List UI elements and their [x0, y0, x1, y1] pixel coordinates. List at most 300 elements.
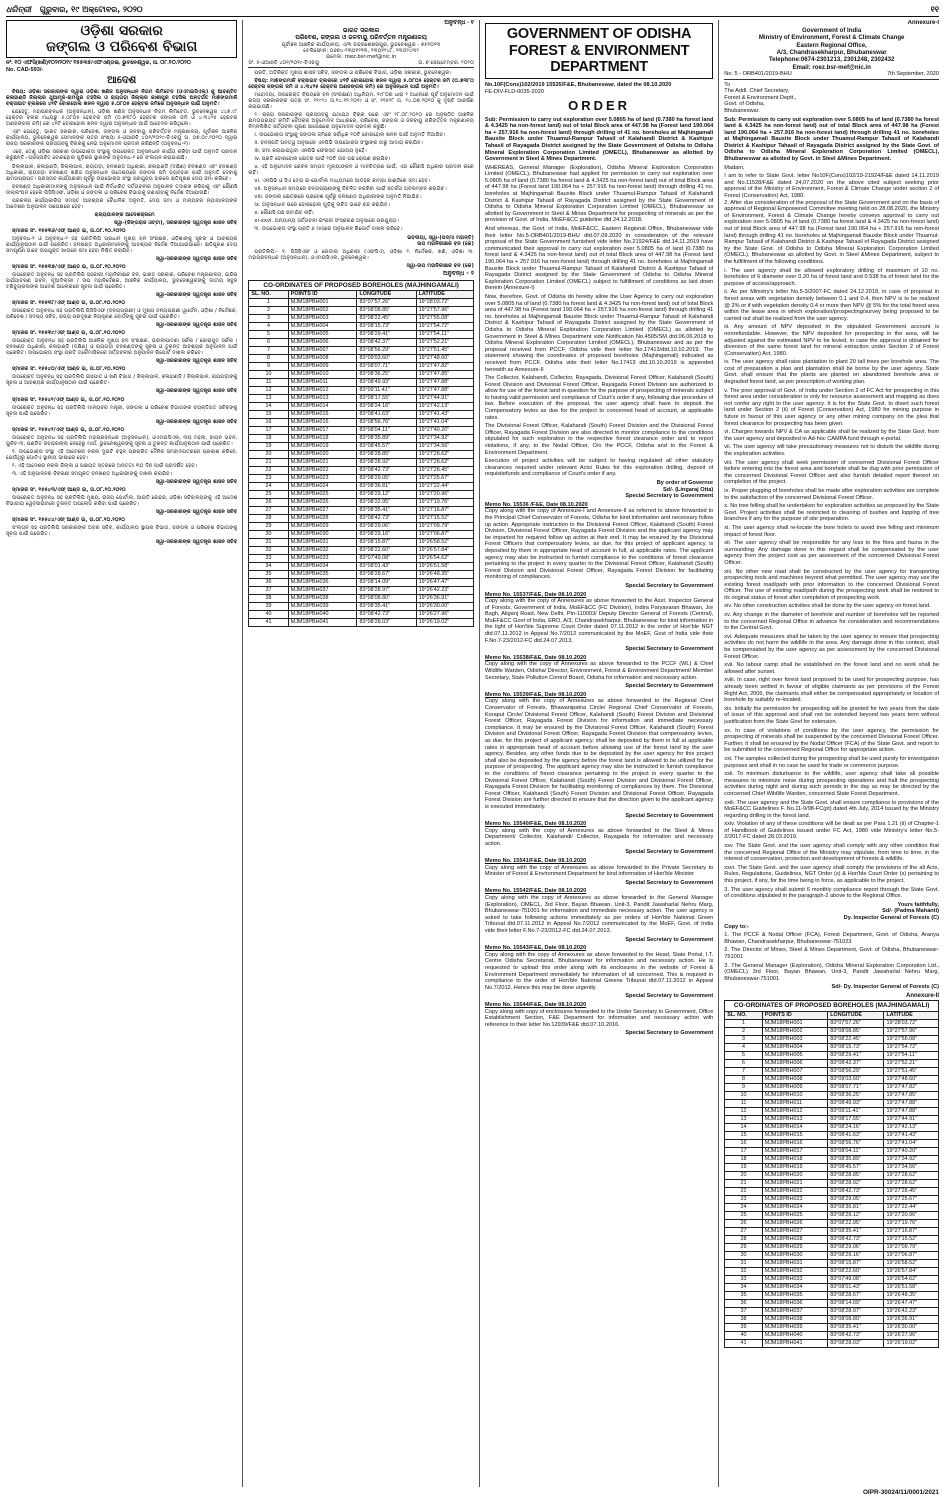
- cell-sl: 18: [725, 1155, 762, 1163]
- memo-number: Memo No. 15541/F&E, Date 08.10.2020: [484, 858, 587, 865]
- table-row: [725, 1203, 939, 1211]
- cell-longitude: 83°08'14.09": [828, 1299, 884, 1307]
- cell-longitude: 83°08'17.55": [828, 1115, 884, 1123]
- cell-latitude: 19°27'55.08": [416, 315, 473, 323]
- table-row: [249, 491, 473, 499]
- cell-point-id: MJM18PBH005: [762, 1051, 827, 1059]
- cell-latitude: 19°27'57.96": [884, 1027, 939, 1035]
- cell-point-id: MJM18PBH029: [762, 1243, 827, 1251]
- cell-longitude: 83°08'29.06": [828, 1243, 884, 1251]
- cell-latitude: 19°26'27.96": [416, 611, 473, 619]
- condition-item: vi. Charges towards NPV & CA as applicable shall be realized by the State Govt. from the user agency and deposited in Ad-hoc CAMPA fund through e-portal.: [724, 429, 939, 442]
- memo-entry: [485, 692, 713, 819]
- cell-latitude: 19°26'36.91": [416, 595, 473, 603]
- cell-latitude: 19°27'52.21": [416, 339, 473, 347]
- cell-sl: 19: [725, 1163, 762, 1171]
- table-row: [725, 1267, 939, 1275]
- cell-latitude: 19°27'28.62": [416, 459, 473, 467]
- cell-longitude: 83°08'42.73": [357, 611, 416, 619]
- table-row: [249, 539, 473, 547]
- condition-item: xx. In case of violations of conditions by the user agency, the permission for prospecting of minerals shall be suspended by the concerned Divisional Forest Officer. Further, it shall be ensured by the Nodal Officer (FCA) of the State Govt. and report to be submitted to the concerned Regional Office for appropriate action.: [724, 727, 939, 754]
- english-header-box: [485, 23, 713, 79]
- memo-entry: [485, 888, 713, 943]
- cell-latitude: 19°26'51.58": [416, 563, 473, 571]
- table-row: [725, 1299, 939, 1307]
- cell-sl: 32: [725, 1267, 762, 1275]
- cell-sl: 20: [249, 451, 288, 459]
- cell-longitude: 83°08'28.67": [828, 1291, 884, 1299]
- table-row: [249, 459, 473, 467]
- cell-sl: 11: [725, 1099, 762, 1107]
- cell-sl: 40: [725, 1331, 762, 1339]
- regional-office: Eastern Regional Office,: [796, 41, 867, 49]
- th-longitude: LONGITUDE: [828, 1011, 884, 1019]
- cell-point-id: MJM18PBH012: [762, 1107, 827, 1115]
- cell-point-id: MJM18PBH006: [288, 339, 357, 347]
- odia-annexure-label: ଅନୁବନ୍ଧ - ୧: [444, 20, 474, 26]
- memo-signatory: Special Secretary to Government: [625, 936, 714, 943]
- cell-point-id: MJM18PBH030: [288, 531, 357, 539]
- cell-sl: 26: [725, 1219, 762, 1227]
- table-row: [249, 587, 473, 595]
- goi-address: A/3, Chandrasekharpur, Bhubaneswar: [776, 49, 887, 57]
- cell-point-id: MJM18PBH021: [288, 459, 357, 467]
- signatory-title: Special Secretary to Government: [625, 493, 714, 500]
- cell-longitude: 83°08'14.09": [357, 579, 416, 587]
- cell-longitude: 83°08'28.92": [357, 459, 416, 467]
- odia-order-title: ଆଦେଶ: [107, 75, 137, 87]
- cell-longitude: 83°08'35.89": [828, 1155, 884, 1163]
- cell-sl: 29: [249, 523, 288, 531]
- masthead: [6, 3, 939, 17]
- condition-item: xii. The user agency shall be responsible for any loss to the flora and fauna in the surrounding. Any damage done in this regard shall be compensated by the user agency from the project cost as per assessment of the concerned Divisional Forest Officer.: [724, 540, 939, 566]
- cell-sl: 24: [725, 1203, 762, 1211]
- table-row: [725, 1059, 939, 1067]
- issue-date: ଗୁରୁବାର, ୧୯ ଅକ୍ଟୋବର, ୨୦୨୦: [39, 4, 143, 14]
- cell-sl: 26: [249, 499, 288, 507]
- condition-item: xi. The user agency shall re-locate the bore hole/s to avoid tree felling and minimum impact of forest floor.: [724, 524, 939, 538]
- cell-sl: 38: [249, 595, 288, 603]
- memo-text: Copy along with the copy of Annexures as above forwarded to the Steel & Mines Department/ Collector, Kalahandi/ Collector, Rayagada for information and necessary action.: [484, 827, 714, 847]
- yours-faithfully: Yours faithfully,: [897, 901, 939, 908]
- cell-latitude: 19°27'41.43": [416, 411, 473, 419]
- cell-point-id: MJM18PBH039: [762, 1323, 827, 1331]
- cell-point-id: MJM18PBH016: [288, 419, 357, 427]
- cell-point-id: MJM18PBH037: [288, 587, 357, 595]
- cell-point-id: MJM18PBH035: [288, 571, 357, 579]
- cell-sl: 20: [725, 1171, 762, 1179]
- cell-sl: 16: [249, 419, 288, 427]
- odia-ref-number: ସଂ. ୫-ଓଆରବି ୪୦୧/୨୦୧୯-ବିଏଚୟୁ: [248, 59, 320, 66]
- cell-longitude: 83°08'56.29": [357, 347, 416, 355]
- cell-sl: 36: [725, 1299, 762, 1307]
- cell-latitude: 19°26'42.23": [416, 587, 473, 595]
- memo-number: Memo No. 15536 /F&E, Date 08.10.2020: [484, 501, 588, 508]
- cell-latitude: 19°27'57.96": [416, 307, 473, 315]
- cell-sl: 30: [249, 531, 288, 539]
- cell-latitude: 19°27'20.96": [416, 491, 473, 499]
- table-row: [249, 435, 473, 443]
- table-row: [249, 315, 473, 323]
- cell-sl: 1: [249, 299, 288, 307]
- memo-entry: [485, 655, 713, 690]
- order-para-4: The Collector, Kalahandi, Collector, Rayagada, Divisional Forest Officer, Kalahandi (South) Forest Division and Divisional Forest Officer, Rayagada Forest Division are authorized to allow for use of the forest land in question for the purpose of prospecting of minerals subject to having valid permission and compliance of Court's order if any, following due procedure of law. Before execution of the proposal, the user agency shall have to deposit the Compensatory levies as due for the project to concerned head of account, at applicable rates.: [484, 375, 714, 421]
- goi-reference: [724, 71, 939, 80]
- cell-latitude: 19°27'48.60": [416, 355, 473, 363]
- cell-latitude: 19°28'03.72": [884, 1019, 939, 1027]
- cell-latitude: 19°27'15.52": [416, 515, 473, 523]
- memo-signatory: Special Secretary to Government: [625, 993, 714, 1000]
- th-sl: SL. NO.: [725, 1011, 762, 1019]
- cell-longitude: 83°08'15.87": [828, 1259, 884, 1267]
- borehole-table-left: [248, 290, 473, 627]
- cell-point-id: MJM18PBH024: [762, 1203, 827, 1211]
- table-row: [249, 411, 473, 419]
- cell-point-id: MJM18PBH032: [288, 547, 357, 555]
- table-row: [725, 1259, 939, 1267]
- condition-item: xvi. Adequate measures shall be taken by the user agency to ensure that prospecting activities do not harm the wildlife in the area. Any damage done in this context, shall be compensated by the user agency as per assessment by the concerned Divisional Forest Officer.: [724, 633, 939, 660]
- cell-point-id: MJM18PBH033: [288, 555, 357, 563]
- cell-latitude: 19°27'42.13": [416, 403, 473, 411]
- table-row: [249, 371, 473, 379]
- cell-point-id: MJM18PBH008: [762, 1075, 827, 1083]
- memo-entry: [485, 945, 713, 1000]
- cell-latitude: 19°27'51.45": [416, 347, 473, 355]
- cell-latitude: 19°26'19.02": [884, 1339, 939, 1347]
- cell-point-id: MJM18PBH004: [288, 323, 357, 331]
- cell-sl: 40: [249, 611, 288, 619]
- cell-latitude: 19°27'47.88": [416, 387, 473, 395]
- memo-entry: [485, 502, 713, 590]
- table-header-row: [249, 291, 473, 299]
- goi-signature-2: Sd/- Dy. Inspector General of Forests (C): [831, 984, 939, 991]
- cell-sl: 18: [249, 435, 288, 443]
- cell-point-id: MJM18PBH023: [762, 1195, 827, 1203]
- table-row: [725, 1131, 939, 1139]
- cell-longitude: 83°08'56.76": [357, 419, 416, 427]
- goi-signatory-title: Dy. Inspector General of Forests (C): [843, 915, 939, 922]
- table-row: [249, 523, 473, 531]
- table-row: [725, 1083, 939, 1091]
- goi-ref-number: No. 5 - ORB401/2019-BHU: [724, 70, 792, 77]
- cell-latitude: 19°26'19.02": [416, 619, 473, 627]
- cell-latitude: 19°26'30.00": [884, 1323, 939, 1331]
- cell-latitude: 19°27'28.45": [884, 1187, 939, 1195]
- table-row: [725, 1043, 939, 1051]
- table-row: [725, 1283, 939, 1291]
- cell-longitude: 83°09'11.41": [828, 1107, 884, 1115]
- borehole-table-right: [724, 1011, 939, 1348]
- cell-latitude: 19°27'55.08": [884, 1035, 939, 1043]
- order-subject: Sub: Permission to carry out exploration over 5.0805 ha of land (0.7380 ha forest land & 4.3425 ha non-forest land) out of total Block area of 447.98 ha (Forest land 190.064 ha + 257.916 ha non-forest land) through drilling of 41 no. boreholes at Majhingamali Bauxite Block under Thuamul-Rampur Tahasil of Kalahandi District & Kashipur Tahasil of Rayagada District assigned by the State Government of Odisha to Odisha Mineral Exploration Corporation Limited (OMECL), Bhubaneswar as allotted by Government in Steel & Mines Department.: [484, 116, 714, 163]
- table-row: [725, 1051, 939, 1059]
- cell-point-id: MJM18PBH019: [288, 443, 357, 451]
- cell-latitude: 19°26'51.58": [884, 1283, 939, 1291]
- cell-latitude: 19°27'54.72": [884, 1043, 939, 1051]
- condition-item: v. The prior approval of Govt. of India under Section 2 of FC Act for prospecting in this forest area under consideration is only for resource assessment and mapping as does not confer any right to the user agency. It is for the State Govt. to divert such forest land under Section 2 (ii) of Forest (Conservation) Act, 1980 for mining purpose in future in favour of this user agency or any other mining company on the plea that forest clearance for prospecting has been given.: [724, 387, 939, 427]
- memo-signatory: Special Secretary to Government: [625, 646, 714, 653]
- cell-longitude: 83°08'29.05": [357, 475, 416, 483]
- table-row: [725, 1307, 939, 1315]
- cell-sl: 30: [725, 1251, 762, 1259]
- cell-point-id: MJM18PBH008: [288, 355, 357, 363]
- cell-latitude: 19°27'52.21": [884, 1059, 939, 1067]
- cell-latitude: 19°27'54.11": [416, 331, 473, 339]
- memo-text: Copy along with the copy of Annexures as above forwarded to the General Manager (Exploration), OMECL, 3rd Floor, Bayan Bhawan, Unit-3, Pandit Jawaharlal Nehru Marg, Bhubaneswar-751001 for information and immediate necessary action. The user agency is asked to take following actions immediately as per orders of Hon'ble National Green Tribunal dtd.07.11.2012 in Appeal No.7/2012 communicated by the MoEF, Govt. of India vide their letter F.No.7-23/2012-FC dtd.24.07.2013.: [484, 895, 714, 934]
- cell-longitude: 83°08'24.16": [828, 1123, 884, 1131]
- cell-longitude: 83°08'17.55": [357, 395, 416, 403]
- cell-point-id: MJM18PBH026: [288, 499, 357, 507]
- odia-annexure-column: [248, 20, 473, 1487]
- condition-item: xxi. The samples collected during the prospecting shall be used purely for investigation purposes and shall in no case be used for trade or commerce purpose.: [724, 755, 939, 769]
- condition-item: xv. Any change in the diameter of borehole and number of boreholes will be reported to the concerned Regional Office in advance for consideration and recommendations to the Central Govt.: [724, 612, 939, 632]
- cell-sl: 14: [725, 1123, 762, 1131]
- cell-latitude: 19°27'28.62": [884, 1171, 939, 1179]
- cell-longitude: 83°08'24.16": [357, 403, 416, 411]
- english-table-caption: CO-ORDINATES OF PROPOSED BOREHOLES (MAJHINGAMALI): [724, 1000, 939, 1011]
- cell-point-id: MJM18PBH011: [288, 379, 357, 387]
- cell-latitude: 19°27'09.79": [416, 523, 473, 531]
- condition-item: xviii. In case, right over forest land proposed to be used for prospecting purpose, has already been settled in favour of eligible claimants as per provisions of the Forest Right Act, 2006, the claimants shall either be compensated appropriately or location of borehole by suitably re-located.: [724, 677, 939, 704]
- memo-signatory: Special Secretary to Government: [625, 1030, 714, 1037]
- copy-item: 1. The PCCF & Nodal Officer (FCA), Forest Department, Govt. of Odisha, Aranya Bhawan, Chandrasekharpur, Bhubaneswar-751023: [724, 932, 939, 945]
- th-points-id: POINTS ID: [288, 291, 357, 299]
- table-row: [249, 339, 473, 347]
- cell-sl: 7: [725, 1067, 762, 1075]
- cell-longitude: 83°08'42.73": [828, 1187, 884, 1195]
- table-row: [249, 387, 473, 395]
- cell-longitude: 83°09'11.41": [357, 387, 416, 395]
- cell-latitude: 19°27'16.87": [884, 1227, 939, 1235]
- cell-latitude: 19°27'15.52": [884, 1235, 939, 1243]
- table-row: [249, 419, 473, 427]
- cell-sl: 39: [725, 1323, 762, 1331]
- cell-longitude: 83°08'15.73": [357, 323, 416, 331]
- cell-latitude: 19°27'47.88": [416, 379, 473, 387]
- cell-latitude: 19°27'51.45": [884, 1067, 939, 1075]
- cell-sl: 3: [249, 315, 288, 323]
- table-row: [249, 467, 473, 475]
- cell-point-id: MJM18PBH041: [288, 619, 357, 627]
- memo-text: Copy along with copy of enclosures forwarded to the Under Secretary to Government, Office Establishment Section, F&E Department for information and necessary action with reference to their letter No.12939/F&E dtd.07.10.2016.: [484, 1008, 714, 1028]
- cell-longitude: 83°08'01.43": [357, 563, 416, 571]
- table-row: [725, 1275, 939, 1283]
- cell-longitude: 83°08'29.12": [357, 491, 416, 499]
- cell-longitude: 83°08'42.73": [828, 1235, 884, 1243]
- memo-text: Copy along with the copy of Annexures as above forwarded to the PCCF (WL) & Chief Wildlife Warden, Odisha/ Director, Environment, Forest & Environment Department/ Member Secretary, State Pollution Control Board, Odisha for information and necessary action.: [484, 661, 714, 681]
- cell-sl: 12: [725, 1107, 762, 1115]
- cell-longitude: 83°08'22.45": [828, 1035, 884, 1043]
- cell-longitude: 83°08'29.06": [357, 523, 416, 531]
- cell-longitude: 83°08'28.67": [357, 571, 416, 579]
- cell-point-id: MJM18PBH011: [762, 1099, 827, 1107]
- cell-latitude: 19°26'30.00": [416, 603, 473, 611]
- odia-header-box: [6, 20, 237, 58]
- cell-point-id: MJM18PBH027: [762, 1227, 827, 1235]
- cell-point-id: MJM18PBH020: [762, 1171, 827, 1179]
- cell-latitude: 19°26'57.84": [884, 1267, 939, 1275]
- table-header-row: [725, 1011, 939, 1019]
- cell-sl: 37: [725, 1307, 762, 1315]
- condition-item: xix. Initially the permission for prospecting will be granted for two years from the date of issue of this approval and shall not be extended beyond two years term without justification from the State Govt for extension.: [724, 705, 939, 725]
- cell-latitude: 19°27'09.79": [884, 1243, 939, 1251]
- cell-point-id: MJM18PBH029: [288, 523, 357, 531]
- cell-point-id: MJM18PBH040: [762, 1331, 827, 1339]
- cell-sl: 8: [249, 355, 288, 363]
- th-longitude: LONGITUDE: [357, 291, 416, 299]
- cell-point-id: MJM18PBH024: [288, 483, 357, 491]
- cell-point-id: MJM18PBH001: [762, 1019, 827, 1027]
- cell-longitude: 83°08'35.41": [828, 1227, 884, 1235]
- cell-longitude: 83°08'08.85": [357, 307, 416, 315]
- table-row: [249, 443, 473, 451]
- goi-title: Government of India: [802, 27, 862, 35]
- table-row: [249, 483, 473, 491]
- table-row: [725, 1147, 939, 1155]
- cell-point-id: MJM18PBH001: [288, 299, 357, 307]
- cell-longitude: 83°08'28.85": [828, 1171, 884, 1179]
- table-row: [249, 515, 473, 523]
- conditions-list: [724, 268, 939, 900]
- cell-latitude: 19°26'48.35": [416, 571, 473, 579]
- cell-point-id: MJM18PBH030: [762, 1251, 827, 1259]
- condition-item: ii. As per Ministry's letter No.5-3/2007-FC dated 24.12.2018, in case of proposal in forest areas with vegetation density between 0.1 and 0.4, then NPV is to be realized @ 2% or if with vegetation density 0.4 or more then NPV @ 5% for the total forest area within the lease area in which exploration/prospecting/survey being proposed to be carried out shall be realized from the user agency.: [724, 289, 939, 322]
- table-row: [249, 555, 473, 563]
- memo-entry: [485, 821, 713, 856]
- cell-longitude: 83°08'49.93": [828, 1099, 884, 1107]
- cell-latitude: 19°26'27.96": [884, 1331, 939, 1339]
- cell-latitude: 19°27'28.45": [416, 467, 473, 475]
- memo-number: Memo No. 15542/F&E, Date 08.10.2020: [484, 888, 587, 895]
- cell-longitude: 83°08'42.37": [828, 1059, 884, 1067]
- cell-latitude: 19°27'47.88": [884, 1099, 939, 1107]
- cell-sl: 8: [725, 1075, 762, 1083]
- english-order-column: [485, 20, 713, 1487]
- cell-point-id: MJM18PBH015: [288, 411, 357, 419]
- cell-longitude: 83°08'07.71": [357, 363, 416, 371]
- odia-table-caption: CO-ORDINATES OF PROPOSED BOREHOLES (MAJHINGAMALI): [248, 280, 473, 291]
- cell-longitude: 83°08'08.80": [357, 595, 416, 603]
- cell-sl: 25: [249, 491, 288, 499]
- cell-point-id: MJM18PBH028: [762, 1235, 827, 1243]
- memo-text: Copy along with the copy of Annexures as above forwarded to the Head, State Portal, I.T. Centre Odisha Secretariat, Bhubaneswar for information and necessary action. He is requested to upload this order along with its enclosures in the website of Forest & Environment Department immediately for information of all concerned. This is required in compliance to the order of Hon'ble National Greene Tribunal dtd.07.11.2012 in Appeal No.7/2012. Hence this may be done urgently.: [484, 951, 714, 991]
- cell-sl: 36: [249, 579, 288, 587]
- cell-point-id: MJM18PBH022: [762, 1187, 827, 1195]
- cell-longitude: 83°08'22.60": [828, 1267, 884, 1275]
- memo-signatory: Special Secretary to Government: [625, 879, 714, 886]
- cell-longitude: 83°08'36.25": [828, 1091, 884, 1099]
- cell-latitude: 19°27'19.76": [416, 499, 473, 507]
- table-row: [725, 1027, 939, 1035]
- cell-longitude: 83°08'22.95": [828, 1219, 884, 1227]
- letter-addressee: To The Addl. Chief Secretary, Forest & Environment Deptt., Govt. of Odisha, Bhubaneswar.: [724, 81, 797, 114]
- cell-longitude: 83°08'28.03": [357, 619, 416, 627]
- odia-dept-title: ଜଙ୍ଗଲ ଓ ପରିବେଶ ବିଭାଗ: [46, 39, 198, 56]
- cell-latitude: 19°27'47.82": [884, 1083, 939, 1091]
- cell-point-id: MJM18PBH025: [762, 1211, 827, 1219]
- condition-item: ix. Proper plugging of boreholes shall be made after exploration activities are complete to the satisfaction of the concerned Divisional Forest Officer.: [724, 487, 939, 501]
- cell-point-id: MJM18PBH010: [762, 1091, 827, 1099]
- table-row: [249, 355, 473, 363]
- cell-point-id: MJM18PBH039: [288, 603, 357, 611]
- moefcc-title: Ministry of Environment, Forest & Climate Change: [758, 34, 905, 42]
- copy-to-label: Copy to:-: [724, 923, 749, 930]
- cell-longitude: 83°08'22.60": [357, 547, 416, 555]
- goi-signature: [724, 902, 939, 922]
- memo-number: Memo No. 15538/F&E, Date 08.10.2020: [484, 654, 587, 661]
- cell-longitude: 83°08'42.37": [357, 339, 416, 347]
- cell-longitude: 83°08'35.41": [357, 603, 416, 611]
- cell-sl: 9: [249, 363, 288, 371]
- cell-point-id: MJM18PBH037: [762, 1307, 827, 1315]
- th-latitude: LATITUDE: [884, 1011, 939, 1019]
- cell-longitude: 83°08'15.87": [357, 539, 416, 547]
- cell-longitude: 83°07'49.08": [357, 555, 416, 563]
- memo-signatory: Special Secretary to Government: [625, 683, 714, 690]
- table-row: [725, 1115, 939, 1123]
- condition-item: viii. The user agency shall seek permission of concerned Divisional Forest Officer before entering into the forest area and borehole shall be dug with prior permission of the concerned Divisional Forest Officer and also furnish detailed report thereof on completion of the project.: [724, 459, 939, 486]
- cell-longitude: 83°08'01.43": [828, 1283, 884, 1291]
- memo-signatory: Special Secretary to Government: [625, 812, 714, 819]
- odia-annexure-body: ପ୍ରତି, ଅତିରିକ୍ତ ମୁଖ୍ୟ ଶାସନ ସଚିବ, ଜଙ୍ଗଲ ଓ ପରିବେଶ ବିଭାଗ, ଓଡ଼ିଶା ସରକାର, ଭୁବନେଶ୍ୱର। ବିଷୟ: ମାଝିଙ୍ଗମାଳି ବକ୍ସାଇଟ ବ୍ଲକରେ ୪୧ଟି ବୋରହୋଲ ଖନନ ଦ୍ୱାରା ୫.୦୮୦୫ ହେକ୍ଟର ଜମି (୦.୭୩୮୦ ହେକ୍ଟର ଜଙ୍ଗଲ ଜମି ଓ ୪.୩୪୨୫ ହେକ୍ଟର ଅଣଜଙ୍ଗଲ ଜମି) ରେ ଅନୁସନ୍ଧାନ ପାଇଁ ଅନୁମତି। ମହୋଦୟା, ଉପରୋକ୍ତ ବିଷୟରେ ବନ (ସଂରକ୍ଷଣ) ଅଧିନିୟମ, ୧୯୮୦ର ଧାରା ୨ ଅଧୀନରେ ପୂର୍ବ ଅନୁମୋଦନ ପାଇଁ ରାଜ୍ୟ ସରକାରଙ୍କ ପତ୍ର ସଂ. ୨୧୯୨୪ ତା.୧୪.୧୧.୨୦୧୯ ଓ ସଂ. ୧୧୫୨୮ ତା. ୨୪.୦୭.୨୦୨୦ କୁ ଦୃଷ୍ଟି ଆକର୍ଷଣ କରାଯାଉଛି। ୨. ରାଜ୍ୟ ସରକାରଙ୍କ ପ୍ରସ୍ତାବକୁ ଯଥାଯଥ ବିଚାର ପରେ ଏବଂ ୨୮.୦୮.୨୦୨୦ ରେ ଅନୁଷ୍ଠିତ ଆଞ୍ଚଳିକ କ୍ଷମତାପ୍ରାପ୍ତ କମିଟି ବୈଠକର ଅନୁମୋଦନ ଆଧାରରେ, ପରିବେଶ, ଜଙ୍ଗଲ ଓ ଜଳବାୟୁ ପରିବର୍ତ୍ତନ ମନ୍ତ୍ରଣାଳୟ ନିମ୍ନଲିଖିତ ସର୍ତ୍ତାବଳୀ ପୂରଣ ସାପେକ୍ଷରେ ଅନୁମୋଦନ ପ୍ରଦାନ କରୁଛି। i. ଉପଭୋକ୍ତା ସଂସ୍ଥାକୁ ଜଙ୍ଗଲ ଜମିରେ ସର୍ବାଧିକ ୧୦ଟି ବୋରହୋଲ ଖନନ ପାଇଁ ଅନୁମତି ଦିଆଯିବ। ii. ବନସ୍ପତି ଘନତ୍ୱ ଅନୁସାରେ ଏନପିଭି ଉପଭୋକ୍ତା ସଂସ୍ଥାଙ୍କ ଠାରୁ ଆଦାୟ କରାଯିବ। iii. ଜମା କରାଯାଇଥିବା ଏନପିଭି ଫେରସ୍ତ ଯୋଗ୍ୟ ନୁହେଁ। iv. ପ୍ରତି ବୋରହୋଲ କ୍ଷେତ୍ର ପାଇଁ ୨୦ଟି ଉଚ୍ଚ ଗଛ ରୋପଣ କରାଯିବ। v. ଏହି ଅନୁମୋଦନ କେବଳ ସମ୍ପଦ ମୂଲ୍ୟାଙ୍କନ ଓ ମାନଚିତ୍ରଣ ପାଇଁ, ଏହା କୌଣସି ଅଧିକାର ପ୍ରଦାନ କରେ ନାହିଁ। vi. ଏନପିଭି ଓ ସିଏ ଦେୟ ଇ-ପୋର୍ଟାଲ ମାଧ୍ୟମରେ ଆଡହକ କାମ୍ପା ପାଣ୍ଠିରେ ଜମା ହେବ। vii. ଅନୁସନ୍ଧାନ ସମୟରେ ବନ୍ୟପ୍ରାଣୀଙ୍କୁ ବିଚଳିତ ନକରିବା ପାଇଁ ସତର୍କତା ଅବଲମ୍ବନ କରାଯିବ। viii. ଜଙ୍ଗଲ କ୍ଷେତ୍ରରେ ପ୍ରବେଶ ପୂର୍ବରୁ ବନଖଣ୍ଡ ଅଧିକାରୀଙ୍କ ଅନୁମତି ନିଆଯିବ। ix. ଅନୁସନ୍ଧାନ ପରେ ବୋରହୋଲ ଗୁଡ଼ିକୁ ଉଚିତ ଭାବେ ବନ୍ଦ କରାଯିବ। x. କୌଣସି ଗଛ କଟାଯିବ ନାହିଁ। xi-xxvi. ଅନ୍ୟାନ୍ୟ ସର୍ତ୍ତାବଳୀ ଇଂରାଜୀ ସଂସ୍କରଣ ଅନୁସାରେ ପ୍ରଯୁଜ୍ୟ। ୩. ଉପଭୋକ୍ତା ସଂସ୍ଥା ପ୍ରତି ୬ ମାସରେ ଅନୁପାଳନ ରିପୋର୍ଟ ଦାଖଲ କରିବେ। ଭବଦୀୟା, ସ୍ୱା-(ପଦ୍ମା ମହାନ୍ତି) ଉପ ମହାନିରୀକ୍ଷକ ବନ (କେ) ପ୍ରତିଲିପି:- ୧. ପିସିସିଏଫ ଓ ନୋଡାଲ ଅଧିକାରୀ (ଏଫସିଏ), ଓଡ଼ିଶା ୨. ନିର୍ଦ୍ଦେଶକ, ଖଣି, ଓଡ଼ିଶା ୩. ମହାପ୍ରବନ୍ଧକ (ଅନୁସନ୍ଧାନ), ଓଏମଇସିଏଲ, ଭୁବନେଶ୍ୱର। ସ୍ୱା-ଉପ ମହାନିରୀକ୍ଷକ ବନ (କେ) ଅନୁବନ୍ଧ - ୨: [248, 69, 474, 277]
- table-row: [725, 1339, 939, 1347]
- order-para-2: And whereas, the Govt. of India, MoEF&CC, Eastern Regional Office, Bhubaneswar vide their letter No.5-ORB401/2019-BHU dtd.07.09.2020 in consideration of the relevant proposal of the State Government furnished vide letter No.21924/F&E dtd.14.11.2019 have communicated their approval to carry out exploration over 5.0805 ha of land (0.7380 ha forest land & 4.3425 ha non-forest land) out of total Block area of 447.98 ha (Forest land 190.064 ha + 257.916 ha non-forest land) through drilling 41 no. boreholes at Majhingamali Bauxite Block under Thuamul-Rampur Tahasil of Kalahandi District & Kashipur Tahasil of Rayagada District assigned by the State Government of Odisha to Odisha Mineral Exploration Corporation Limited (OMECL) subject to fulfillment of conditions as laid down therein (Annexure-I): [484, 226, 714, 292]
- condition-item: xxiii. The user agency and the State Govt. shall ensure compliance to provisions of the MoEF&CC Guidelines F. No.11-9/98-FC(pt) dated 4th July, 2014 issued by the Ministry regarding drilling in the forest land.: [724, 799, 939, 819]
- goi-email: Email: roez.bsr-mef@nic.in: [792, 63, 871, 71]
- cell-sl: 25: [725, 1211, 762, 1219]
- cell-latitude: 19°27'19.76": [884, 1219, 939, 1227]
- cell-longitude: 83°08'29.41": [357, 331, 416, 339]
- goi-odia-reference: [248, 60, 473, 68]
- table-row: [725, 1099, 939, 1107]
- table-row: [249, 323, 473, 331]
- cell-latitude: 19°26'42.23": [884, 1307, 939, 1315]
- cell-longitude: 83°08'29.41": [828, 1051, 884, 1059]
- table-row: [249, 563, 473, 571]
- columns: [6, 20, 939, 1487]
- cell-sl: 23: [249, 475, 288, 483]
- cell-latitude: 19°27'42.13": [884, 1123, 939, 1131]
- table-row: [725, 1243, 939, 1251]
- order-ref-number: No.10F(Cons)102/2019 15535/F&E, Bhubaneswar, dated the 08.10.2020: [484, 82, 672, 89]
- cell-sl: 9: [725, 1083, 762, 1091]
- table-row: [725, 1035, 939, 1043]
- cell-latitude: 19°27'44.91": [416, 395, 473, 403]
- cell-point-id: MJM18PBH019: [762, 1163, 827, 1171]
- table-row: [249, 331, 473, 339]
- cell-point-id: MJM18PBH006: [762, 1059, 827, 1067]
- cell-point-id: MJM18PBH013: [288, 395, 357, 403]
- cell-point-id: MJM18PBH002: [288, 307, 357, 315]
- cell-latitude: 19°26'58.52": [416, 539, 473, 547]
- table-row: [249, 299, 473, 307]
- memo-text: Copy along with the copy of Annexures as above forwarded to the Regional Chief Conservator of Forests, Bhawanipatna Circle/ Regional Chief Conservator of Forests, Koraput Circle/ Divisional Forest Officer, Kalahandi (South) Forest Division and Divisional Forest Officer, Rayagada Forest Division for information and immediate necessary compliance. It may be ensured by the Divisional Forest Officer, Kalahandi (South) Forest Division and Divisional Forest Officer, Rayagada Forest Division that compensatory levies, as due, for this project of applicant agency, shall be deposited by them in full at applicable rates in appropriate head of account before allowing use of the forest land by the user agency. Besides, any other funds due to be deposited by the user agency for this project shall also be deposited by the agency before the forest land is allowed to be utilized for the purpose of prospecting. The applicant agency may also be instructed to furnish compliance to the conditions of forest clearance pertaining to the project in every quarter to the Divisional Forest Officer, Kalahandi (South) Forest Division and Divisional Forest Officer, Rayagada Forest Division for facilitating monitoring of compliances by them. The Divisional Forest Officer, Kalahandi (South) Forest Division and Divisional Forest Officer, Rayagada Forest Division are further directed to ensure that the direction given to the applicant agency is executed immediately.: [484, 698, 714, 810]
- cell-longitude: 83°08'42.73": [357, 467, 416, 475]
- cell-sl: 17: [249, 427, 288, 435]
- letter-body: I am to refer to State Govt. letter No10F(Cons)102/19-21924/F&E dated 14.11.2019 and No.11528/F&E dated 24.07.2020 on the above cited subject seeking prior approval of the Ministry of Environment, Forest & Climate Change under section 2 of Forest (Conservation) Act, 1980. 2. After due consideration of the proposal of the State Government and on the basis of approval of Regional Empowered Committee meeting held on 28.08.2020, the Ministry of Environment, Forest & Climate Change hereby conveys approval to carry out exploration over 5.0805 ha of land (0.7380 ha forest land & 4.3425 ha non-forest land) out of total Block area of 447.98 ha (Forest land 190.064 ha + 257.916 ha non-forest land) through drilling 41 no. boreholes at Majhingamali Bauxite Block under Thuamul-Rampur Tahasil of Kalahandi District & Kashipur Tahasil of Rayagada District assigned by the State Govt. of Odisha to Odisha Mineral Exploration Corporation Limited (OMECL), Bhubaneswar as allotted by Govt. in Steel &Mines Department, subject to the fulfillment of the following conditions.: [724, 173, 939, 265]
- cell-point-id: MJM18PBH004: [762, 1043, 827, 1051]
- cell-point-id: MJM18PBH014: [762, 1123, 827, 1131]
- cell-longitude: 83°08'45.57": [828, 1163, 884, 1171]
- table-row: [725, 1187, 939, 1195]
- cell-sl: 11: [249, 379, 288, 387]
- cell-sl: 34: [249, 563, 288, 571]
- cell-latitude: 19°27'34.56": [884, 1163, 939, 1171]
- cell-point-id: MJM18PBH003: [762, 1035, 827, 1043]
- odia-order-body: ବିଷୟ: ଓଡ଼ିଶା ସରକାରଙ୍କ ଦ୍ୱାରା ଓଡ଼ିଶା ଖଣିଜ ଅନୁସନ୍ଧାନ ନିଗମ ଲିମିଟେଡ (ଓଏମଇସିଏଲ) କୁ ଆବଣ୍ଟିତ କଳାହାଣ୍ଡି ଜିଲ୍ଲାର ଥୁଆମୂଳ-ରାମପୁର ତହସିଲ ଓ ରାୟଗଡ଼ା ଜିଲ୍ଲାର କାଶୀପୁର ତହସିଲ ଅନ୍ତର୍ଗତ ମାଝିଙ୍ଗମାଳି ବକ୍ସାଇଟ ବ୍ଲକରେ ୪୧ଟି ବୋରହୋଲ ଖନନ ଦ୍ୱାରା ୫.୦୮୦୫ ହେକ୍ଟର ଜମିରେ ଅନୁସନ୍ଧାନ ପାଇଁ ଅନୁମତି। ଯେହେତୁ, ମହାପ୍ରବନ୍ଧକ (ଅନୁସନ୍ଧାନ), ଓଡ଼ିଶା ଖଣିଜ ଅନୁସନ୍ଧାନ ନିଗମ ଲିମିଟେଡ, ଭୁବନେଶ୍ୱର ୪୪୭.୯୮ ହେକ୍ଟର ବ୍ଲକ ମଧ୍ୟରୁ ୫.୦୮୦୫ ହେକ୍ଟର ଜମି (୦.୭୩୮୦ ହେକ୍ଟର ଜଙ୍ଗଲ ଜମି ଓ ୪.୩୪୨୫ ହେକ୍ଟର ଅଣଜଙ୍ଗଲ ଜମି) ରେ ୪୧ଟି ବୋରହୋଲ ଖନନ ଦ୍ୱାରା ଅନୁସନ୍ଧାନ ପାଇଁ ଆବେଦନ କରିଥିଲେ। ଏବଂ ଯେହେତୁ, ଭାରତ ସରକାର, ପରିବେଶ, ଜଙ୍ଗଲ ଓ ଜଳବାୟୁ ପରିବର୍ତ୍ତନ ମନ୍ତ୍ରଣାଳୟ, ପୂର୍ବାଞ୍ଚଳ ଆଞ୍ଚଳିକ କାର୍ଯ୍ୟାଳୟ, ଭୁବନେଶ୍ୱର ସେମାନଙ୍କ ପତ୍ର ସଂଖ୍ୟା ୫-ଓଆରବି ୪୦୧/୨୦୧୯-ବିଏଚୟୁ ତା. ୦୭.୦୯.୨୦୨୦ ଦ୍ୱାରା ରାଜ୍ୟ ସରକାରଙ୍କ ପ୍ରସ୍ତାବକୁ ବିଚାରକୁ ନେଇ ଅନୁମୋଦନ ପ୍ରଦାନ କରିଛନ୍ତି (ଅନୁବନ୍ଧ-୧)। ଏବେ, ତେଣୁ ଓଡ଼ିଶା ସରକାର ଉପଭୋକ୍ତା ସଂସ୍ଥାକୁ ଉପରୋକ୍ତ ଅନୁସନ୍ଧାନ କାର୍ଯ୍ୟ କରିବା ପାଇଁ ଅନୁମତି ପ୍ରଦାନ କରୁଛନ୍ତି। ପ୍ରସ୍ତାବିତ ବୋରହୋଲ ଗୁଡ଼ିକର ସ୍ଥାନାଙ୍କ ଅନୁବନ୍ଧ-୨ ରେ ସଂଲଗ୍ନ କରାଯାଇଛି। ଜିଲ୍ଲାପାଳ, କଳାହାଣ୍ଡି, ଜିଲ୍ଲାପାଳ, ରାୟଗଡ଼ା, ବନଖଣ୍ଡ ଅଧିକାରୀ, କଳାହାଣ୍ଡି (ଦକ୍ଷିଣ) ବନଖଣ୍ଡ ଏବଂ ବନଖଣ୍ଡ ଅଧିକାରୀ, ରାୟଗଡ଼ା ବନଖଣ୍ଡ ଖଣିଜ ଅନୁସନ୍ଧାନ ଉଦ୍ଦେଶ୍ୟରେ ଜଙ୍ଗଲ ଜମି ବ୍ୟବହାର ପାଇଁ ଅନୁମତି ଦେବାକୁ କ୍ଷମତାପ୍ରାପ୍ତ। ପ୍ରସ୍ତାବ କାର୍ଯ୍ୟକାରୀ ପୂର୍ବରୁ ଉପଭୋକ୍ତା ସଂସ୍ଥା ପ୍ରଯୁଜ୍ୟ ହାରରେ କ୍ଷତିପୂରଣ ଦେୟ ଜମା କରିବେ। ବନଖଣ୍ଡ ଅଧିକାରୀମାନଙ୍କୁ ଅନୁସନ୍ଧାନ ପାଇଁ ନିର୍ଦ୍ଧାରିତ ସର୍ତ୍ତାବଳୀର ଅନୁପାଳନ ତଦାରଖ କରିବାକୁ ଏବଂ କୌଣସି ଉଲ୍ଲଂଘନ ହେଲେ ପିସିସିଏଫ, ଓଡ଼ିଶା ଓ ଜଙ୍ଗଲ ଓ ପରିବେଶ ବିଭାଗକୁ ଜଣାଇବାକୁ ନିର୍ଦ୍ଦେଶ ଦିଆଯାଉଛି। ପ୍ରକଳ୍ପ କାର୍ଯ୍ୟକାରିତା ସମସ୍ତ ଆବଶ୍ୟକ ବୈଧାନିକ ଅନୁମତି, ଦେୟ ଜମା ଓ ମାନ୍ୟବର ନ୍ୟାୟାଳୟଙ୍କ ଆଦେଶର ଅନୁପାଳନ ସାପେକ୍ଷରେ ହେବ। ରାଜ୍ୟପାଳଙ୍କ ଆଦେଶକ୍ରମେ ସ୍ୱା-(ଜିଙ୍ଗରାଜ ଓଟ୍ଟା), ସରକାରଙ୍କ ସ୍ୱତନ୍ତ୍ର ଶାସନ ସଚିବ ସ୍ମାରକ ସଂ. ୧୫୫୩୬/ଏଫ୍ ଆଣ୍ଡ ଇ, ତା.୦୮.୧୦.୨୦୨୦ ଅନୁବନ୍ଧ-୧ ଓ ଅନୁବନ୍ଧ-୨ ସହ ପ୍ରତିଲିପି ପ୍ରଧାନ ମୁଖ୍ୟ ବନ ସଂରକ୍ଷକ, ଓଡ଼ିଶାଙ୍କୁ ସୂଚନା ଓ ଆବଶ୍ୟକ କାର୍ଯ୍ୟାନୁଷ୍ଠାନ ପାଇଁ ପ୍ରେରିତ। ବନଖଣ୍ଡ ଅଧିକାରୀମାନଙ୍କୁ ଆବଶ୍ୟକ ନିର୍ଦ୍ଦେଶ ଦିଆଯାଇପାରେ। କ୍ଷତିପୂରଣ ଦେୟ ସମ୍ପୂର୍ଣ୍ଣ ଭାବେ ଉପଯୁକ୍ତ ଖାତାରେ ଜମା ହେବା ନିଶ୍ଚିତ କରାଯିବ। ସ୍ୱା-ସରକାରଙ୍କ ସ୍ୱତନ୍ତ୍ର ଶାସନ ସଚିବ ସ୍ମାରକ ସଂ. ୧୫୫୩୭/ଏଫ୍ ଆଣ୍ଡ ଇ, ତା.୦୮.୧୦.୨୦୨୦ ଉପରୋକ୍ତ ଅନୁବନ୍ଧ ସହ ପ୍ରତିଲିପି ସହକାରୀ ମହାନିରୀକ୍ଷକ ବନ, ଭାରତ ସରକାର, ପରିବେଶ ମନ୍ତ୍ରଣାଳୟ, ଇନ୍ଦିରା ପର୍ଯ୍ୟାବରଣ ଭବନ, ନୂଆଦିଲ୍ଲୀ / ଉପ ମହାନିର୍ଦ୍ଦେଶକ, ଆଞ୍ଚଳିକ କାର୍ଯ୍ୟାଳୟ, ଭୁବନେଶ୍ୱରଙ୍କୁ ଜାତୀୟ ସବୁଜ ଟ୍ରିବ୍ୟୁନାଲଙ୍କ ଆଦେଶ ଆଲୋକରେ ସୂଚନା ପାଇଁ ପ୍ରେରିତ। ସ୍ୱା-ସରକାରଙ୍କ ସ୍ୱତନ୍ତ୍ର ଶାସନ ସଚିବ ସ୍ମାରକ ସଂ. ୧୫୫୩୮/ଏଫ୍ ଆଣ୍ଡ ଇ, ତା.୦୮.୧୦.୨୦୨୦ ଉପରୋକ୍ତ ଅନୁବନ୍ଧ ସହ ପ୍ରତିଲିପି ପିସିସିଏଫ (ବନ୍ୟପ୍ରାଣୀ) ଓ ମୁଖ୍ୟ ବନ୍ୟପ୍ରାଣୀ ୱାର୍ଡେନ, ଓଡ଼ିଶା / ନିର୍ଦ୍ଦେଶକ, ପରିବେଶ / ସଦସ୍ୟ ସଚିବ, ରାଜ୍ୟ ପ୍ରଦୂଷଣ ନିୟନ୍ତ୍ରଣ ବୋର୍ଡଙ୍କୁ ସୂଚନା ପାଇଁ ପ୍ରେରିତ। ସ୍ୱା-ସରକାରଙ୍କ ସ୍ୱତନ୍ତ୍ର ଶାସନ ସଚିବ ସ୍ମାରକ ସଂ. ୧୫୫୩୯/ଏଫ୍ ଆଣ୍ଡ ଇ, ତା.୦୮.୧୦.୨୦୨୦ ଉପରୋକ୍ତ ଅନୁବନ୍ଧ ସହ ପ୍ରତିଲିପି ଆଞ୍ଚଳିକ ମୁଖ୍ୟ ବନ ସଂରକ୍ଷକ, ଭବାନୀପାଟଣା ସର୍କଲ / କୋରାପୁଟ ସର୍କଲ / ବନଖଣ୍ଡ ଅଧିକାରୀ, କଳାହାଣ୍ଡି (ଦକ୍ଷିଣ) ଓ ରାୟଗଡ଼ା ବନଖଣ୍ଡଙ୍କୁ ସୂଚନା ଓ ତୁରନ୍ତ ଆବଶ୍ୟକ ଅନୁପାଳନ ପାଇଁ ପ୍ରେରିତ। ଉପଭୋକ୍ତା ସଂସ୍ଥା ପ୍ରତି ତ୍ରୈମାସିକରେ ସର୍ତ୍ତାବଳୀର ଅନୁପାଳନ ରିପୋର୍ଟ ଦାଖଲ କରିବେ। ସ୍ୱା-ସରକାରଙ୍କ ସ୍ୱତନ୍ତ୍ର ଶାସନ ସଚିବ ସ୍ମାରକ ସଂ. ୧୫୫୪୦/ଏଫ୍ ଆଣ୍ଡ ଇ, ତା.୦୮.୧୦.୨୦୨୦ ଉପରୋକ୍ତ ଅନୁବନ୍ଧ ସହ ପ୍ରତିଲିପି ଇସ୍ପାତ ଓ ଖଣି ବିଭାଗ / ଜିଲ୍ଲାପାଳ, କଳାହାଣ୍ଡି / ଜିଲ୍ଲାପାଳ, ରାୟଗଡ଼ାଙ୍କୁ ସୂଚନା ଓ ଆବଶ୍ୟକ କାର୍ଯ୍ୟାନୁଷ୍ଠାନ ପାଇଁ ପ୍ରେରିତ। ସ୍ୱା-ସରକାରଙ୍କ ସ୍ୱତନ୍ତ୍ର ଶାସନ ସଚିବ ସ୍ମାରକ ସଂ. ୧୫୫୪୧/ଏଫ୍ ଆଣ୍ଡ ଇ, ତା.୦୮.୧୦.୨୦୨୦ ଉପରୋକ୍ତ ଅନୁବନ୍ଧ ସହ ପ୍ରତିଲିପି ମାନ୍ୟବର ମନ୍ତ୍ରୀ, ଜଙ୍ଗଲ ଓ ପରିବେଶ ବିଭାଗଙ୍କ ବ୍ୟକ୍ତିଗତ ସଚିବଙ୍କୁ ସୂଚନା ପାଇଁ ପ୍ରେରିତ। ସ୍ୱା-ସରକାରଙ୍କ ସ୍ୱତନ୍ତ୍ର ଶାସନ ସଚିବ ସ୍ମାରକ ସଂ. ୧୫୫୪୨/ଏଫ୍ ଆଣ୍ଡ ଇ, ତା.୦୮.୧୦.୨୦୨୦ ଉପରୋକ୍ତ ଅନୁବନ୍ଧ ସହ ପ୍ରତିଲିପି ମହାପ୍ରବନ୍ଧକ (ଅନୁସନ୍ଧାନ), ଓଏମଇସିଏଲ, ୩ୟ ମହଲା, ବାୟନ ଭବନ, ୟୁନିଟ-୩, ପଣ୍ଡିତ ଜବାହରଲାଲ ନେହେରୁ ମାର୍ଗ, ଭୁବନେଶ୍ୱରଙ୍କୁ ସୂଚନା ଓ ତୁରନ୍ତ କାର୍ଯ୍ୟାନୁଷ୍ଠାନ ପାଇଁ ପ୍ରେରିତ। ୧. ଉପଭୋକ୍ତା ସଂସ୍ଥା ଏହି ଆଦେଶର ନକଲ ଦୁଇଟି ବହୁଳ ପ୍ରଚାରିତ ଦୈନିକ ସମ୍ବାଦପତ୍ରରେ ପ୍ରକାଶ କରିବେ, ଯେଉଁଥିରୁ ଗୋଟିଏ ସ୍ଥାନୀୟ ଭାଷାରେ ହେବ। ୨. ଏହି ଆଦେଶର ନକଲ ଜିଲ୍ଲା ଓ ପଞ୍ଚାୟତ ସ୍ତରରେ ଅନ୍ତତଃ ୩୦ ଦିନ ପାଇଁ ପ୍ରଦର୍ଶିତ ହେବ। ୩. ଏହି ଅନୁପାଳନର ବିବରଣୀ ସମ୍ପୃକ୍ତ ବନଖଣ୍ଡ ଅଧିକାରୀଙ୍କୁ ଦାଖଲ କରାଯିବ। ସ୍ୱା-ସରକାରଙ୍କ ସ୍ୱତନ୍ତ୍ର ଶାସନ ସଚିବ ସ୍ମାରକ ସଂ. ୧୫୫୪୩/ଏଫ୍ ଆଣ୍ଡ ଇ, ତା.୦୮.୧୦.୨୦୨୦ ଉପରୋକ୍ତ ଅନୁବନ୍ଧ ସହ ପ୍ରତିଲିପି ମୁଖ୍ୟ, ରାଜ୍ୟ ପୋର୍ଟାଲ, ଆଇଟି କେନ୍ଦ୍ର, ଓଡ଼ିଶା ସଚିବାଳୟଙ୍କୁ ଏହି ଆଦେଶ ବିଭାଗୀୟ ୱେବସାଇଟରେ ତୁରନ୍ତ ଅପଲୋଡ କରିବା ପାଇଁ ପ୍ରେରିତ। ସ୍ୱା-ସରକାରଙ୍କ ସ୍ୱତନ୍ତ୍ର ଶାସନ ସଚିବ ସ୍ମାରକ ସଂ. ୧୫୫୪୪/ଏଫ୍ ଆଣ୍ଡ ଇ, ତା.୦୮.୧୦.୨୦୨୦ ସଂଲଗ୍ନ ସହ ପ୍ରତିଲିପି ସରକାରଙ୍କ ଅବର ସଚିବ, କାର୍ଯ୍ୟାଳୟ ସ୍ଥାପନା ବିଭାଗ, ଜଙ୍ଗଲ ଓ ପରିବେଶ ବିଭାଗଙ୍କୁ ସୂଚନା ପାଇଁ ପ୍ରେରିତ। ସ୍ୱା-ସରକାରଙ୍କ ସ୍ୱତନ୍ତ୍ର ଶାସନ ସଚିବ: [6, 89, 238, 546]
- condition-item: 3. The user agency shall submit 6 monthly compliance report through the State Govt. of conditions stipulated in the paragraph-2 above to the Regional Office.: [724, 886, 939, 900]
- cell-point-id: MJM18PBH016: [762, 1139, 827, 1147]
